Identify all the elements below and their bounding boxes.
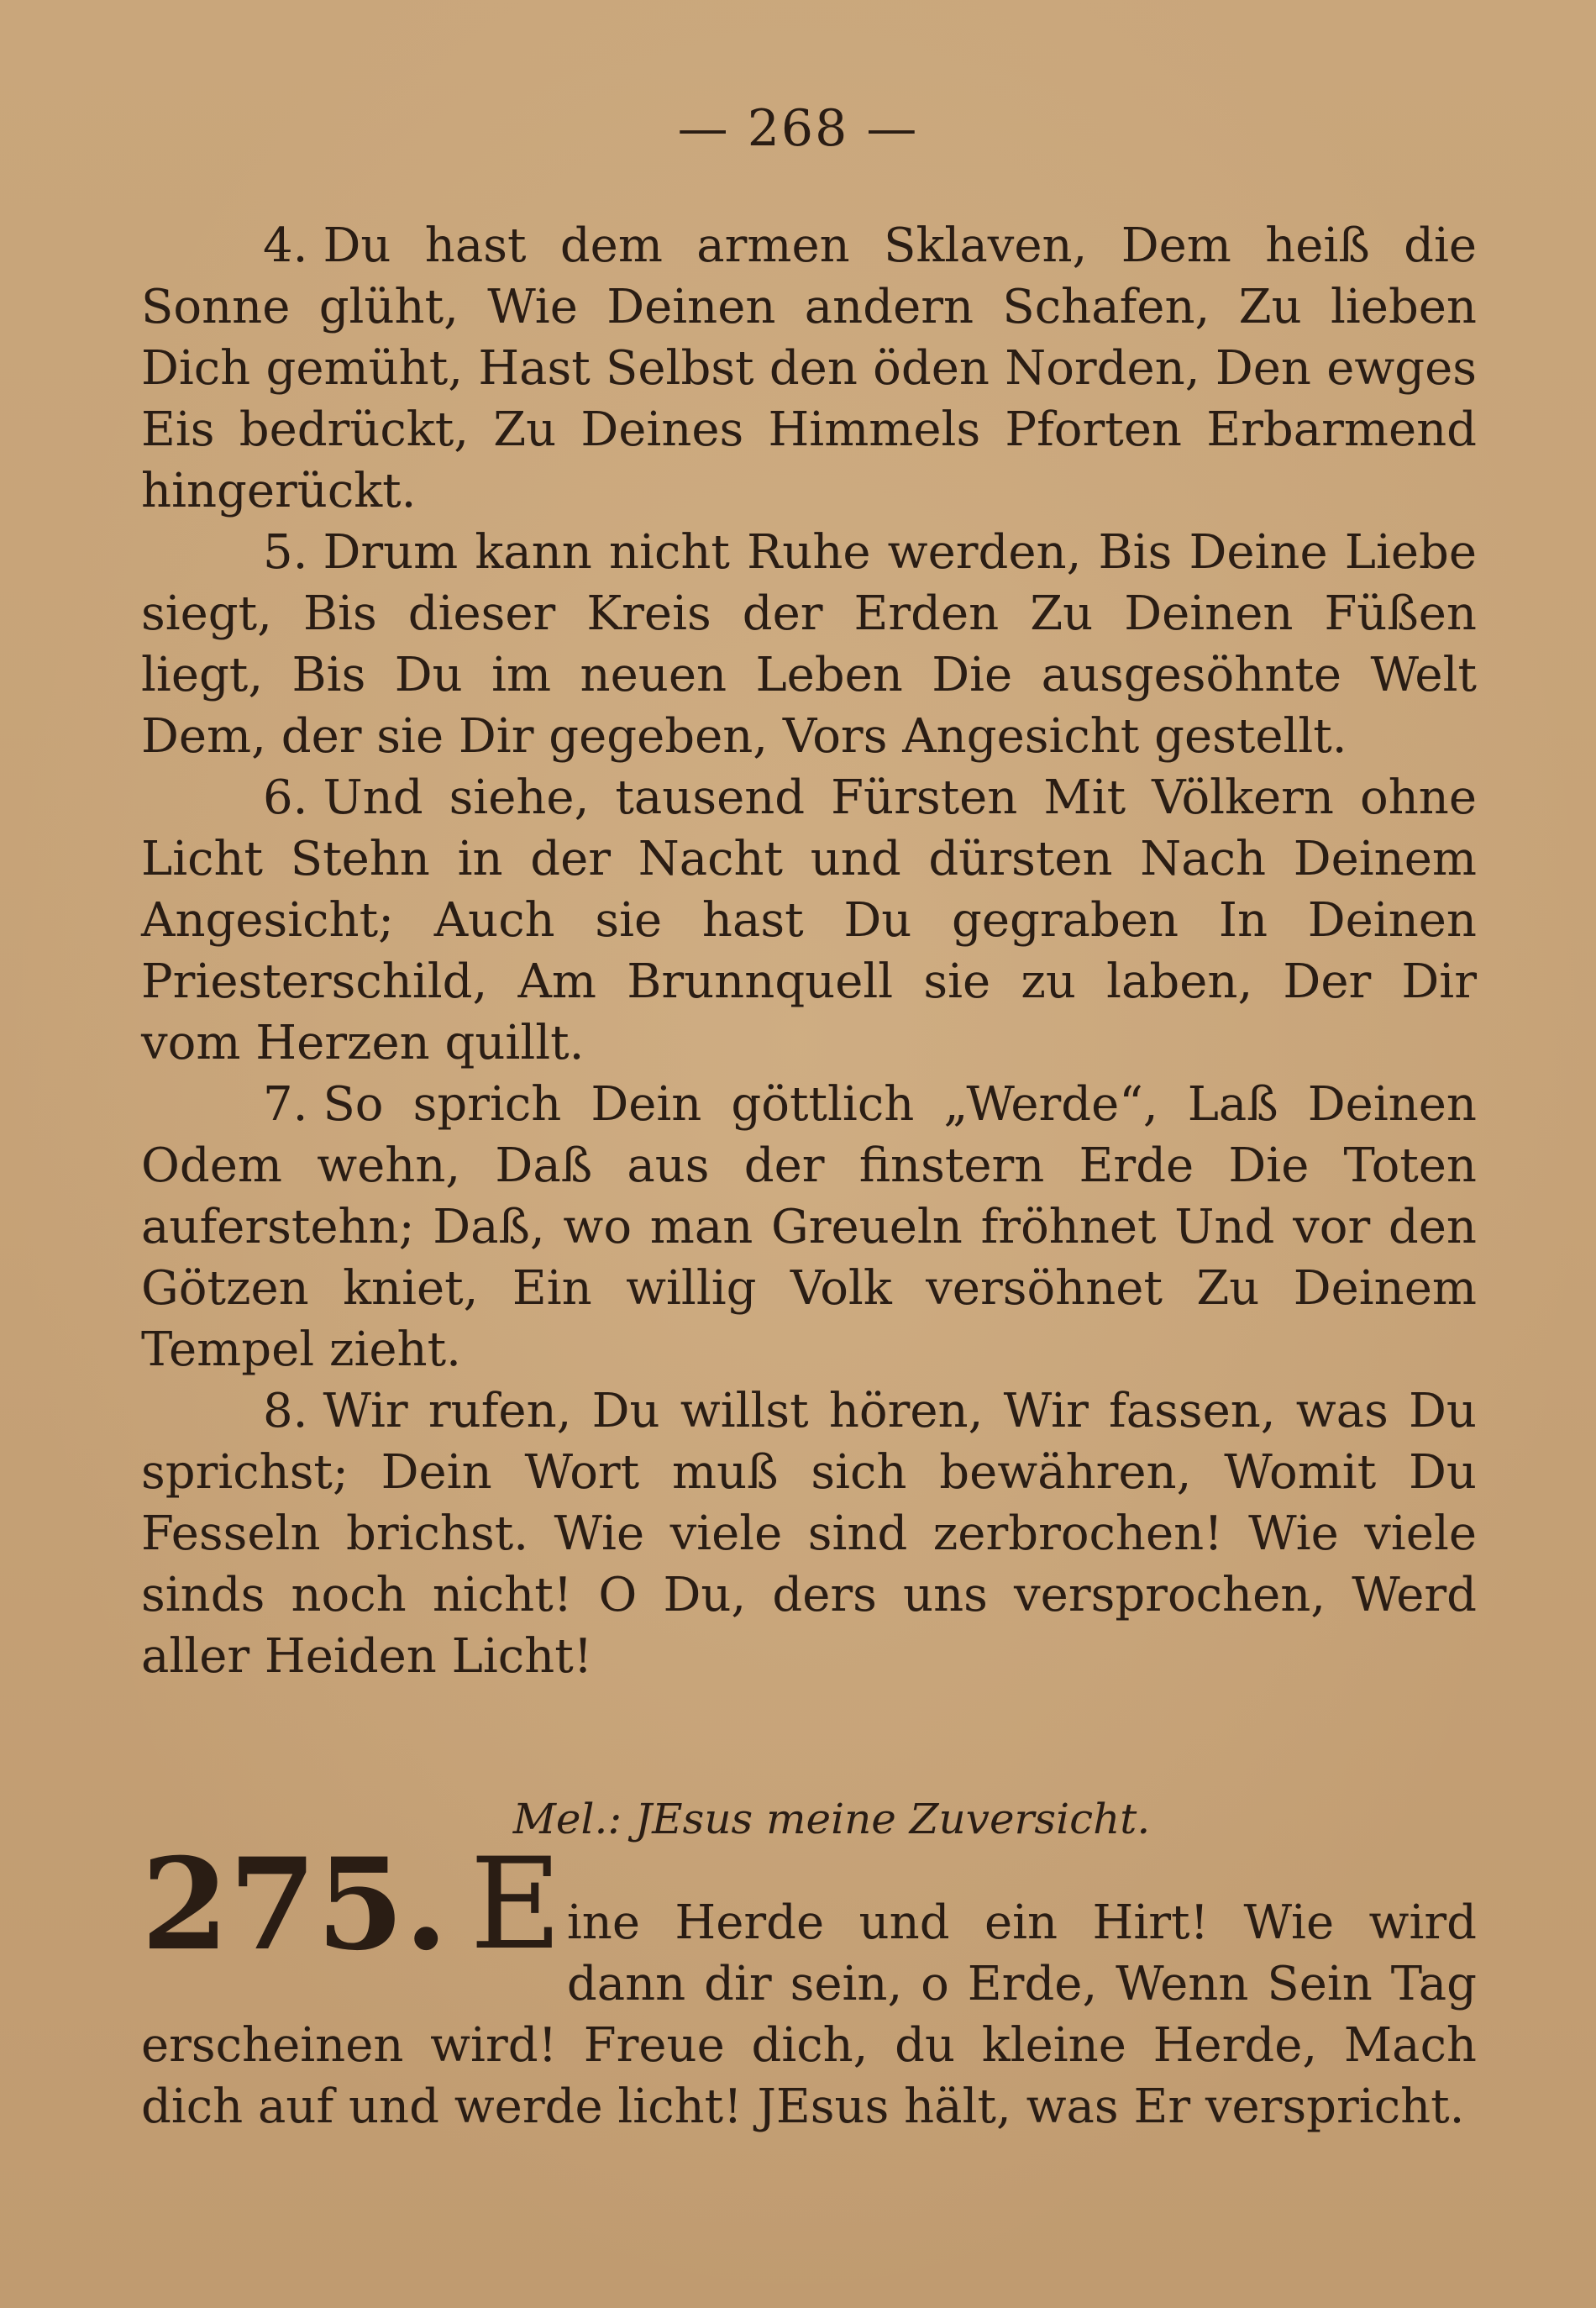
hymn-verses <box>141 215 1477 1687</box>
verse-number: 4. <box>263 218 308 273</box>
verse-text: Wir rufen, Du willst hören, Wir fassen, was Du sprichst; Dein Wort muß sich bewähren, Womit Du Fesseln brichst. Wie viele sind zerbrochen! Wie viele sinds noch nicht! O Du, ders uns versprochen, Werd aller Heiden Licht! <box>141 1384 1477 1684</box>
page-number: — 268 — <box>677 99 919 158</box>
verse-number: 7. <box>263 1077 308 1132</box>
verse-7 <box>141 1074 1477 1380</box>
verse-text: So sprich Dein göttlich „Werde“, Laß Deinen Odem wehn, Daß aus der finstern Erde Die Toten auferstehn; Daß, wo man Greueln fröhnet Und vor den Götzen kniet, Ein willig Volk versöhnet Zu Deinem Tempel zieht. <box>141 1077 1477 1377</box>
hymn-275 <box>141 1831 1477 2137</box>
verse-5 <box>141 522 1477 767</box>
verse-8 <box>141 1380 1477 1687</box>
drop-cap-letter: E <box>470 1832 562 1978</box>
verse-text: Drum kann nicht Ruhe werden, Bis Deine Liebe siegt, Bis dieser Kreis der Erden Zu Deinen Füßen liegt, Bis Du im neuen Leben Die ausgesöhnte Welt Dem, der sie Dir gegeben, Vors Angesicht gestellt. <box>141 525 1477 764</box>
verse-6 <box>141 767 1477 1074</box>
verse-4 <box>141 215 1477 522</box>
verse-number: 6. <box>263 770 308 825</box>
melody-note: Mel.: JEsus meine Zuversicht. <box>512 1795 1151 1843</box>
hymn-text: ine Herde und ein Hirt! Wie wird dann dir sein, o Erde, Wenn Sein Tag erscheinen wird! Freue dich, du kleine Herde, Mach dich auf und werde licht! JEsus hält, was Er verspricht. <box>141 1895 1477 2134</box>
hymn-number: 275. <box>141 1831 449 1979</box>
verse-text: Du hast dem armen Sklaven, Dem heiß die Sonne glüht, Wie Deinen andern Schafen, Zu lieben Dich gemüht, Hast Selbst den öden Norden, Den ewges Eis bedrückt, Zu Deines Himmels Pforten Erbarmend hingerückt. <box>141 218 1477 518</box>
verse-number: 5. <box>263 525 308 580</box>
verse-text: Und siehe, tausend Fürsten Mit Völkern ohne Licht Stehn in der Nacht und dürsten Nach Deinem Angesicht; Auch sie hast Du gegraben In Deinen Priesterschild, Am Brunnquell sie zu laben, Der Dir vom Herzen quillt. <box>141 770 1477 1070</box>
verse-number: 8. <box>263 1384 308 1438</box>
